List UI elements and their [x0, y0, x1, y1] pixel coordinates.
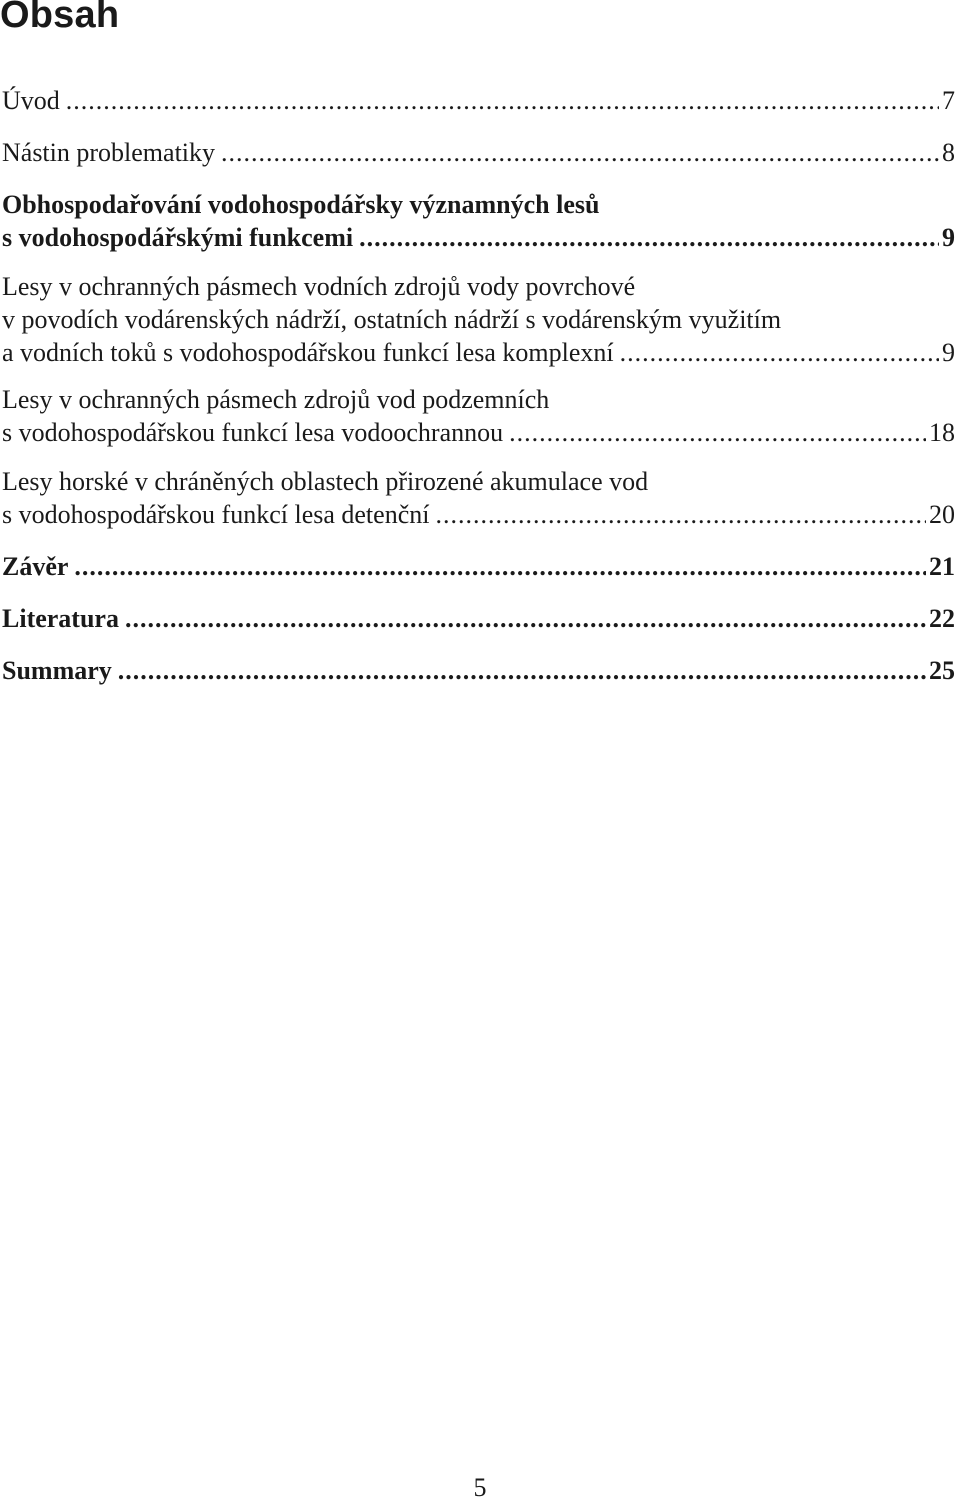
toc-leader-dots [620, 336, 939, 369]
toc-page-number: 20 [929, 500, 955, 529]
toc-entry-title-cont: v povodích vodárenských nádrží, ostatních nádrží s vodárenským využitím [2, 305, 782, 334]
toc-leader-dots [118, 654, 926, 687]
page-number: 5 [473, 1473, 487, 1502]
toc-entry-line [2, 416, 955, 449]
toc-entry-line [2, 602, 955, 635]
page-title: Obsah [0, 0, 120, 36]
toc-entry-title: Obhospodařování vodohospodářsky významných lesů [2, 190, 600, 219]
toc-entry-title: Nástin problematiky [2, 138, 216, 167]
toc-entry-title: Lesy horské v chráněných oblastech přirozené akumulace vod [2, 467, 649, 496]
toc-entry-lesy-podzemni[interactable] [2, 383, 955, 449]
toc-leader-dots [359, 221, 939, 254]
toc-page-number: 7 [942, 86, 955, 115]
toc-entry-title: Lesy v ochranných pásmech zdrojů vod podzemních [2, 385, 550, 414]
toc-leader-dots [74, 550, 926, 583]
toc-entry-title: Literatura [2, 604, 119, 633]
toc-page-number: 9 [942, 338, 955, 367]
toc-entry-title: Úvod [2, 86, 60, 115]
toc-entry-line [2, 550, 955, 583]
toc-leader-dots [66, 84, 939, 117]
toc-leader-dots [509, 416, 926, 449]
toc-entry-obhospodarovani[interactable] [2, 188, 955, 254]
toc-page-number: 18 [929, 418, 955, 447]
toc-entry-line [2, 136, 955, 169]
toc-entry-summary[interactable] [2, 654, 955, 687]
toc-leader-dots [435, 498, 926, 531]
table-of-contents [2, 84, 955, 687]
toc-entry-line [2, 498, 955, 531]
toc-page-number: 22 [929, 604, 955, 633]
toc-page-number: 8 [942, 138, 955, 167]
toc-leader-dots [221, 136, 939, 169]
toc-page-number: 21 [929, 552, 955, 581]
toc-entry-line [2, 84, 955, 117]
toc-entry-uvod[interactable] [2, 84, 955, 117]
toc-leader-dots [125, 602, 926, 635]
toc-entry-title-cont: s vodohospodářskou funkcí lesa detenční [2, 500, 430, 529]
toc-entry-title: Summary [2, 656, 112, 685]
toc-entry-line [2, 221, 955, 254]
toc-entry-title-cont: s vodohospodářskými funkcemi [2, 223, 354, 252]
toc-entry-zaver[interactable] [2, 550, 955, 583]
toc-entry-line [2, 336, 955, 369]
toc-entry-title-cont: a vodních toků s vodohospodářskou funkcí lesa komplexní [2, 338, 614, 367]
toc-entry-lesy-horske[interactable] [2, 465, 955, 531]
toc-page-number: 25 [929, 656, 955, 685]
toc-entry-title: Závěr [2, 552, 69, 581]
toc-entry-nastin-problematiky[interactable] [2, 136, 955, 169]
toc-entry-lesy-povrchove[interactable] [2, 270, 955, 369]
toc-entry-title-cont: s vodohospodářskou funkcí lesa vodoochrannou [2, 418, 504, 447]
toc-entry-title: Lesy v ochranných pásmech vodních zdrojů vody povrchové [2, 272, 636, 301]
toc-page-number: 9 [942, 223, 955, 252]
toc-entry-literatura[interactable] [2, 602, 955, 635]
toc-entry-line [2, 654, 955, 687]
